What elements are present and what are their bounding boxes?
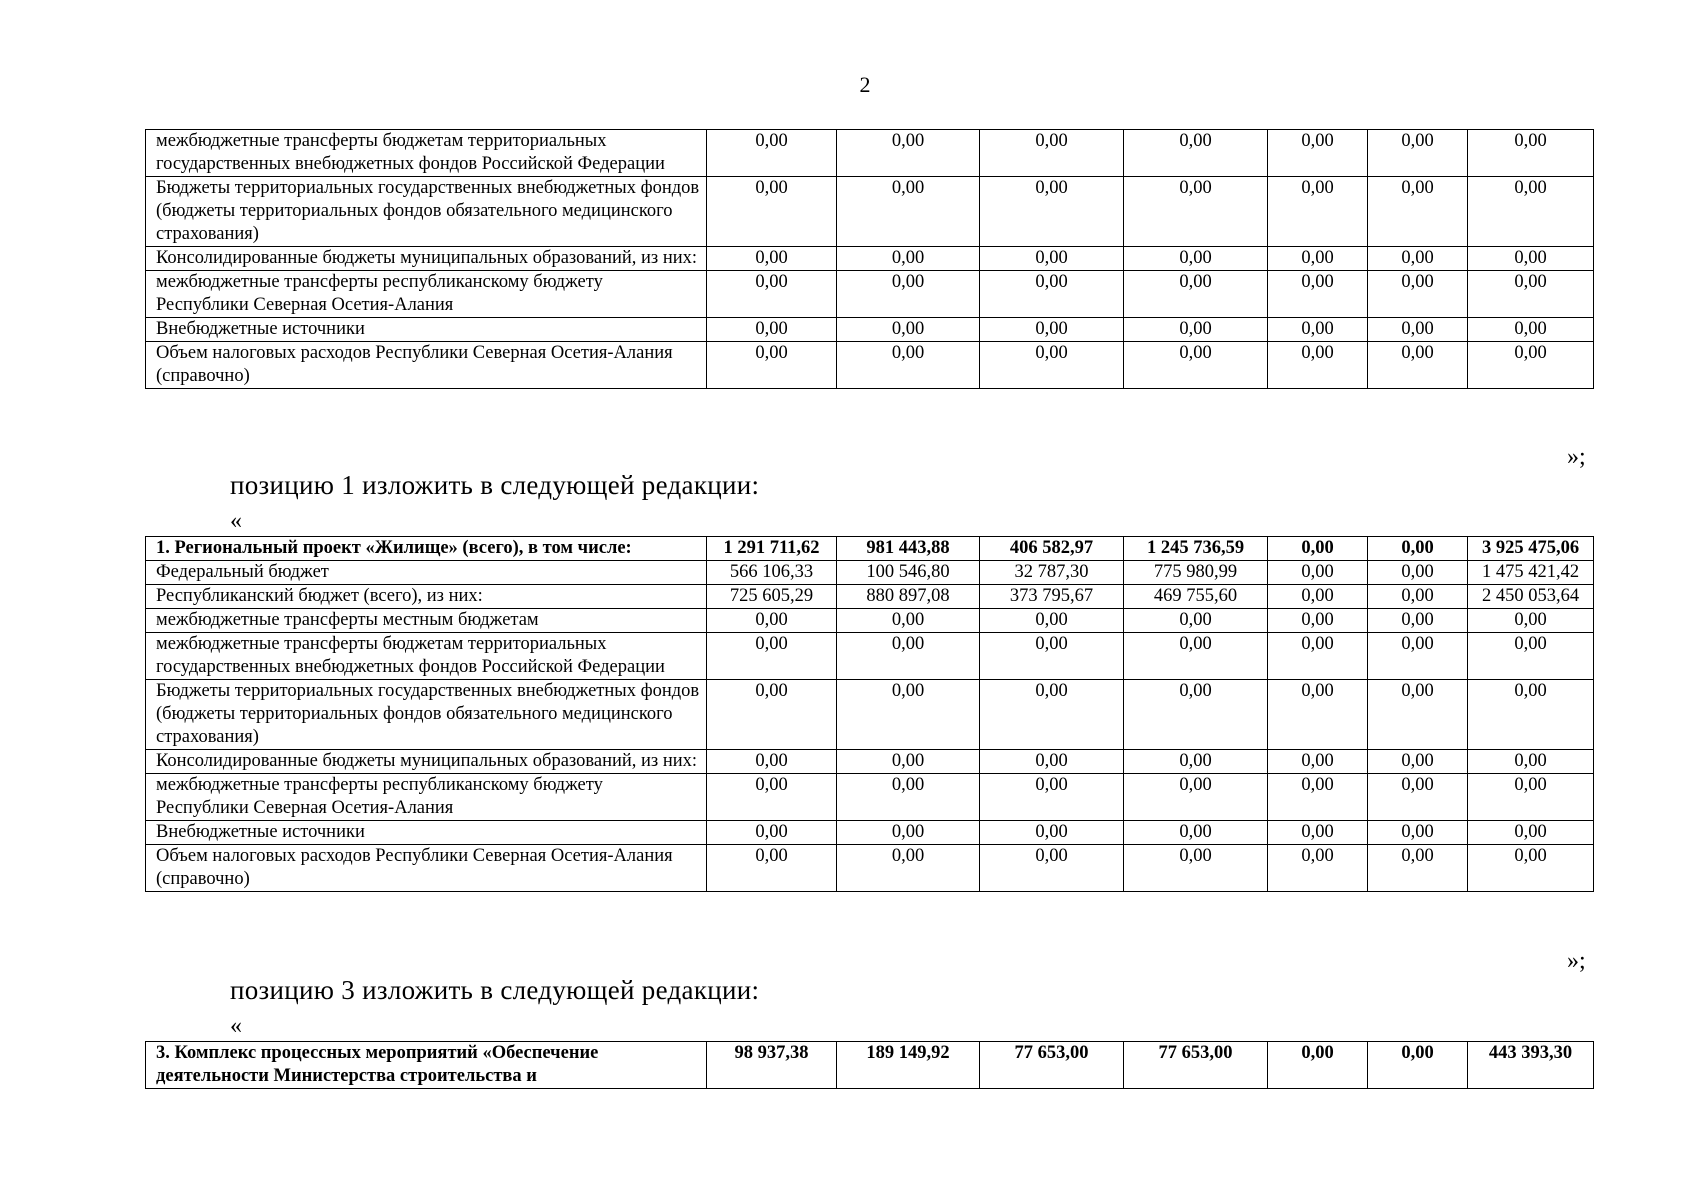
value-cell: 0,00 [980,342,1124,389]
value-cell: 1 475 421,42 [1468,561,1594,585]
table-row [146,271,1594,318]
value-cell: 0,00 [1124,680,1268,750]
value-cell: 880 897,08 [837,585,980,609]
value-cell: 0,00 [1268,561,1368,585]
value-cell: 0,00 [1468,342,1594,389]
value-cell: 0,00 [707,271,837,318]
value-cell: 0,00 [1468,247,1594,271]
row-label: Объем налоговых расходов Республики Северная Осетия-Алания (справочно) [146,845,707,892]
value-cell: 0,00 [980,680,1124,750]
value-cell: 443 393,30 [1468,1042,1594,1089]
value-cell: 0,00 [1368,130,1468,177]
opening-quote: « [230,1013,242,1039]
value-cell: 0,00 [707,342,837,389]
row-label: межбюджетные трансферты бюджетам территориальных государственных внебюджетных фондов Российской Федерации [146,633,707,680]
value-cell: 406 582,97 [980,537,1124,561]
value-cell: 0,00 [980,750,1124,774]
value-cell: 77 653,00 [1124,1042,1268,1089]
value-cell: 0,00 [707,247,837,271]
value-cell: 0,00 [1368,177,1468,247]
value-cell: 1 291 711,62 [707,537,837,561]
table-row [146,177,1594,247]
value-cell: 0,00 [837,774,980,821]
value-cell: 0,00 [1368,633,1468,680]
value-cell: 0,00 [1468,271,1594,318]
value-cell: 0,00 [1124,130,1268,177]
value-cell: 0,00 [1468,177,1594,247]
value-cell: 0,00 [1268,177,1368,247]
value-cell: 0,00 [1368,247,1468,271]
row-label: Бюджеты территориальных государственных внебюджетных фондов (бюджеты территориальных фондов обязательного медицинского страхования) [146,177,707,247]
value-cell: 0,00 [980,845,1124,892]
value-cell: 0,00 [1368,774,1468,821]
value-cell: 0,00 [1368,609,1468,633]
value-cell: 0,00 [1368,821,1468,845]
value-cell: 0,00 [837,247,980,271]
table-row [146,750,1594,774]
value-cell: 0,00 [1468,633,1594,680]
value-cell: 0,00 [1368,342,1468,389]
value-cell: 0,00 [707,609,837,633]
table-row [146,633,1594,680]
row-label: Внебюджетные источники [146,821,707,845]
instruction-text: позицию 1 изложить в следующей редакции: [230,470,760,500]
table-row [146,561,1594,585]
value-cell: 0,00 [1124,247,1268,271]
row-label: 1. Региональный проект «Жилище» (всего), в том числе: [146,537,707,561]
value-cell: 0,00 [1268,774,1368,821]
value-cell: 775 980,99 [1124,561,1268,585]
instruction-text: позицию 3 изложить в следующей редакции: [230,975,760,1005]
value-cell: 0,00 [707,130,837,177]
value-cell: 2 450 053,64 [1468,585,1594,609]
value-cell: 0,00 [837,130,980,177]
regional-project-housing-table [145,536,1594,892]
value-cell: 0,00 [1268,821,1368,845]
value-cell: 0,00 [707,633,837,680]
value-cell: 0,00 [1468,130,1594,177]
value-cell: 0,00 [1124,177,1268,247]
value-cell: 0,00 [1124,318,1268,342]
value-cell: 0,00 [1268,537,1368,561]
value-cell: 0,00 [1368,680,1468,750]
value-cell: 0,00 [707,750,837,774]
table-row [146,318,1594,342]
value-cell: 0,00 [837,680,980,750]
value-cell: 0,00 [1468,845,1594,892]
value-cell: 0,00 [707,845,837,892]
value-cell: 725 605,29 [707,585,837,609]
value-cell: 0,00 [1124,609,1268,633]
value-cell: 0,00 [1268,1042,1368,1089]
table-row [146,821,1594,845]
value-cell: 0,00 [707,177,837,247]
table-row [146,585,1594,609]
table-row [146,1042,1594,1089]
value-cell: 0,00 [1368,585,1468,609]
value-cell: 981 443,88 [837,537,980,561]
value-cell: 0,00 [1124,821,1268,845]
value-cell: 0,00 [707,680,837,750]
value-cell: 0,00 [1468,750,1594,774]
value-cell: 1 245 736,59 [1124,537,1268,561]
value-cell: 98 937,38 [707,1042,837,1089]
value-cell: 0,00 [1268,271,1368,318]
value-cell: 0,00 [1468,774,1594,821]
value-cell: 0,00 [707,318,837,342]
row-label: 3. Комплекс процессных мероприятий «Обеспечение деятельности Министерства строительства и [146,1042,707,1089]
value-cell: 0,00 [837,609,980,633]
value-cell: 0,00 [837,318,980,342]
value-cell: 189 149,92 [837,1042,980,1089]
opening-quote: « [230,508,242,534]
closing-quote: »; [1567,444,1586,470]
value-cell: 0,00 [707,774,837,821]
table-row [146,130,1594,177]
value-cell: 0,00 [980,609,1124,633]
budget-table-continuation [145,129,1594,389]
row-label: Внебюджетные источники [146,318,707,342]
value-cell: 0,00 [1468,609,1594,633]
value-cell: 0,00 [980,271,1124,318]
value-cell: 0,00 [1124,342,1268,389]
value-cell: 0,00 [1124,633,1268,680]
row-label: Федеральный бюджет [146,561,707,585]
value-cell: 0,00 [980,177,1124,247]
value-cell: 0,00 [837,271,980,318]
value-cell: 0,00 [980,774,1124,821]
value-cell: 0,00 [1124,845,1268,892]
value-cell: 0,00 [1368,561,1468,585]
value-cell: 0,00 [837,342,980,389]
value-cell: 0,00 [1368,537,1468,561]
value-cell: 0,00 [1368,1042,1468,1089]
value-cell: 0,00 [980,247,1124,271]
value-cell: 0,00 [1268,633,1368,680]
value-cell: 0,00 [980,633,1124,680]
value-cell: 77 653,00 [980,1042,1124,1089]
table-row [146,609,1594,633]
value-cell: 0,00 [1368,845,1468,892]
value-cell: 566 106,33 [707,561,837,585]
row-label: Консолидированные бюджеты муниципальных образований, из них: [146,750,707,774]
value-cell: 0,00 [707,821,837,845]
value-cell: 373 795,67 [980,585,1124,609]
value-cell: 0,00 [1268,585,1368,609]
value-cell: 0,00 [1268,342,1368,389]
closing-quote: »; [1567,948,1586,974]
value-cell: 0,00 [837,750,980,774]
value-cell: 0,00 [1468,821,1594,845]
table-row [146,342,1594,389]
value-cell: 0,00 [1468,318,1594,342]
row-label: межбюджетные трансферты бюджетам территориальных государственных внебюджетных фондов Российской Федерации [146,130,707,177]
row-label: Республиканский бюджет (всего), из них: [146,585,707,609]
process-activities-table [145,1041,1594,1089]
value-cell: 0,00 [1368,318,1468,342]
value-cell: 0,00 [1368,750,1468,774]
value-cell: 0,00 [1124,750,1268,774]
row-label: Объем налоговых расходов Республики Северная Осетия-Алания (справочно) [146,342,707,389]
row-label: межбюджетные трансферты республиканскому бюджету Республики Северная Осетия-Алания [146,774,707,821]
table-row [146,247,1594,271]
value-cell: 0,00 [1268,609,1368,633]
value-cell: 3 925 475,06 [1468,537,1594,561]
value-cell: 0,00 [980,130,1124,177]
value-cell: 0,00 [1468,680,1594,750]
value-cell: 0,00 [837,177,980,247]
table-row [146,680,1594,750]
table-row [146,537,1594,561]
value-cell: 0,00 [1268,680,1368,750]
value-cell: 0,00 [837,845,980,892]
row-label: межбюджетные трансферты местным бюджетам [146,609,707,633]
value-cell: 0,00 [1268,318,1368,342]
value-cell: 469 755,60 [1124,585,1268,609]
value-cell: 0,00 [1268,750,1368,774]
value-cell: 0,00 [980,318,1124,342]
value-cell: 0,00 [837,821,980,845]
value-cell: 0,00 [980,821,1124,845]
value-cell: 100 546,80 [837,561,980,585]
value-cell: 0,00 [837,633,980,680]
value-cell: 0,00 [1268,247,1368,271]
value-cell: 0,00 [1268,845,1368,892]
row-label: Консолидированные бюджеты муниципальных образований, из них: [146,247,707,271]
row-label: межбюджетные трансферты республиканскому бюджету Республики Северная Осетия-Алания [146,271,707,318]
page-number: 2 [859,72,871,97]
value-cell: 0,00 [1124,271,1268,318]
table-row [146,845,1594,892]
value-cell: 32 787,30 [980,561,1124,585]
value-cell: 0,00 [1368,271,1468,318]
value-cell: 0,00 [1268,130,1368,177]
row-label: Бюджеты территориальных государственных внебюджетных фондов (бюджеты территориальных фондов обязательного медицинского страхования) [146,680,707,750]
table-row [146,774,1594,821]
value-cell: 0,00 [1124,774,1268,821]
